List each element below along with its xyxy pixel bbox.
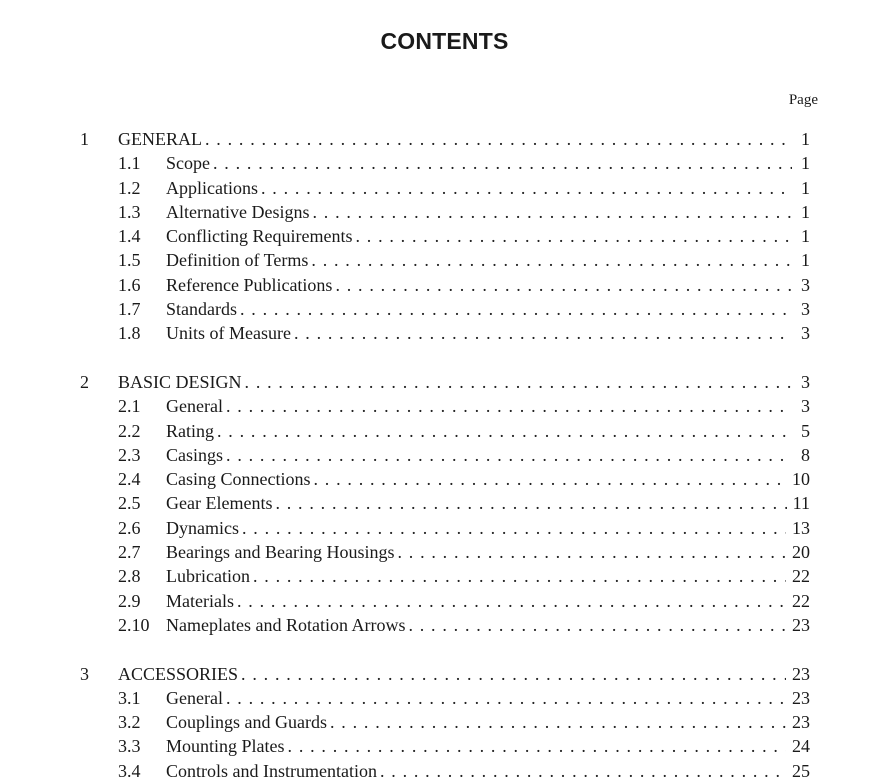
page-number: 23	[792, 687, 810, 708]
entry-title: Standards	[166, 299, 237, 320]
dot-leader	[226, 686, 786, 710]
toc-entry[interactable]	[80, 613, 810, 637]
toc-entry[interactable]	[80, 564, 810, 588]
entry-number: 2.10	[118, 614, 150, 635]
toc-entry[interactable]	[80, 176, 810, 200]
page-number: 3	[801, 274, 810, 295]
entry-title: General	[166, 396, 223, 417]
page-number: 10	[792, 469, 810, 490]
entry-title: Couplings and Guards	[166, 712, 327, 733]
page-number: 1	[801, 129, 810, 149]
toc-entry[interactable]	[80, 419, 810, 443]
entry-title: Definition of Terms	[166, 250, 309, 271]
entry-number: 2.4	[118, 469, 141, 490]
entry-title: Mounting Plates	[166, 736, 285, 757]
dot-leader	[253, 564, 786, 588]
entry-number: 3.1	[118, 687, 141, 708]
dot-leader	[311, 248, 792, 272]
page-number: 1	[801, 201, 810, 222]
dot-leader	[237, 589, 786, 613]
toc-entry[interactable]	[80, 248, 810, 272]
page-number: 3	[801, 323, 810, 344]
toc-entry[interactable]	[80, 540, 810, 564]
entry-number: 2.3	[118, 444, 141, 465]
dot-leader	[217, 419, 792, 443]
page-number: 23	[792, 712, 810, 733]
toc-entry[interactable]	[80, 394, 810, 418]
page-number: 3	[801, 299, 810, 320]
toc-entry[interactable]	[80, 491, 810, 515]
entry-title: Reference Publications	[166, 274, 333, 295]
dot-leader	[294, 321, 792, 345]
entry-number: 1.7	[118, 299, 141, 320]
entry-title: Casing Connections	[166, 469, 311, 490]
entry-title: Scope	[166, 153, 210, 174]
entry-number: 3.4	[118, 760, 141, 781]
section-number: 1	[80, 129, 89, 149]
page-number: 22	[792, 566, 810, 587]
entry-number: 1.3	[118, 201, 141, 222]
entry-title: Casings	[166, 444, 224, 465]
entry-number: 2.8	[118, 566, 141, 587]
dot-leader	[314, 467, 787, 491]
entry-number: 2.9	[118, 590, 141, 611]
toc-entry[interactable]	[80, 321, 810, 345]
entry-title: Materials	[166, 590, 234, 611]
page-number: 5	[801, 420, 810, 441]
toc-entry[interactable]	[80, 224, 810, 248]
page-number: 24	[792, 736, 810, 757]
entry-number: 3.3	[118, 736, 141, 757]
entry-title: Dynamics	[166, 517, 239, 538]
dot-leader	[205, 127, 792, 151]
toc-entry[interactable]	[80, 151, 810, 175]
entry-title: Lubrication	[166, 566, 250, 587]
toc-entry[interactable]	[80, 589, 810, 613]
table-of-contents	[80, 127, 810, 783]
entry-title: Alternative Designs	[166, 201, 310, 222]
section-title: GENERAL	[118, 129, 202, 149]
dot-leader	[355, 224, 792, 248]
page-number: 23	[792, 614, 810, 635]
entry-title: Conflicting Requirements	[166, 226, 353, 247]
dot-leader	[397, 540, 786, 564]
section-title: BASIC DESIGN	[118, 371, 242, 392]
dot-leader	[312, 200, 792, 224]
page-number: 1	[801, 153, 810, 174]
toc-section-3[interactable]	[80, 662, 810, 686]
dot-leader	[408, 613, 786, 637]
dot-leader	[242, 516, 786, 540]
entry-number: 1.2	[118, 177, 141, 198]
toc-entry[interactable]	[80, 686, 810, 710]
entry-number: 2.6	[118, 517, 141, 538]
dot-leader	[335, 273, 792, 297]
toc-entry[interactable]	[80, 273, 810, 297]
dot-leader	[288, 734, 786, 758]
entry-title: General	[166, 687, 223, 708]
entry-number: 1.1	[118, 153, 141, 174]
page-number: 1	[801, 250, 810, 271]
entry-number: 3.2	[118, 712, 141, 733]
entry-title: Nameplates and Rotation Arrows	[166, 614, 406, 635]
entry-number: 1.5	[118, 250, 141, 271]
page-number: 3	[801, 371, 810, 392]
page-number: 1	[801, 177, 810, 198]
page-number: 25	[792, 760, 810, 781]
page-number: 8	[801, 444, 810, 465]
entry-number: 1.8	[118, 323, 141, 344]
dot-leader	[213, 151, 792, 175]
entry-title: Gear Elements	[166, 493, 273, 514]
toc-entry[interactable]	[80, 200, 810, 224]
dot-leader	[240, 297, 792, 321]
page-number: 11	[792, 493, 810, 514]
entry-number: 1.4	[118, 226, 141, 247]
entry-number: 1.6	[118, 274, 141, 295]
entry-title: Bearings and Bearing Housings	[166, 542, 395, 563]
entry-number: 2.5	[118, 493, 141, 514]
section-number: 3	[80, 663, 89, 684]
entry-number: 2.2	[118, 420, 141, 441]
page-title: CONTENTS	[380, 28, 509, 54]
toc-entry[interactable]	[80, 467, 810, 491]
toc-entry[interactable]	[80, 710, 810, 734]
toc-section-2[interactable]	[80, 370, 810, 394]
dot-leader	[330, 710, 786, 734]
entry-number: 2.7	[118, 542, 141, 563]
toc-entry[interactable]	[80, 759, 810, 783]
dot-leader	[275, 491, 786, 515]
entry-title: Controls and Instrumentation	[166, 760, 377, 781]
page-number: 20	[792, 542, 810, 563]
section-number: 2	[80, 371, 89, 392]
toc-entry[interactable]	[80, 734, 810, 758]
dot-leader	[380, 759, 786, 783]
dot-leader	[261, 176, 792, 200]
toc-entry[interactable]	[80, 297, 810, 321]
toc-entry[interactable]	[80, 443, 810, 467]
entry-title: Units of Measure	[166, 323, 291, 344]
dot-leader	[245, 370, 792, 394]
dot-leader	[241, 662, 786, 686]
page-column-header: Page	[788, 92, 818, 108]
page-number: 1	[801, 226, 810, 247]
entry-title: Rating	[166, 420, 214, 441]
dot-leader	[226, 394, 792, 418]
page-number: 3	[801, 396, 810, 417]
page-number: 13	[792, 517, 810, 538]
entry-number: 2.1	[118, 396, 141, 417]
section-title: ACCESSORIES	[118, 663, 239, 684]
toc-entry[interactable]	[80, 516, 810, 540]
page-number: 23	[792, 663, 810, 684]
page-number: 22	[792, 590, 810, 611]
toc-section-1[interactable]	[80, 127, 810, 151]
entry-title: Applications	[166, 177, 258, 198]
dot-leader	[226, 443, 792, 467]
